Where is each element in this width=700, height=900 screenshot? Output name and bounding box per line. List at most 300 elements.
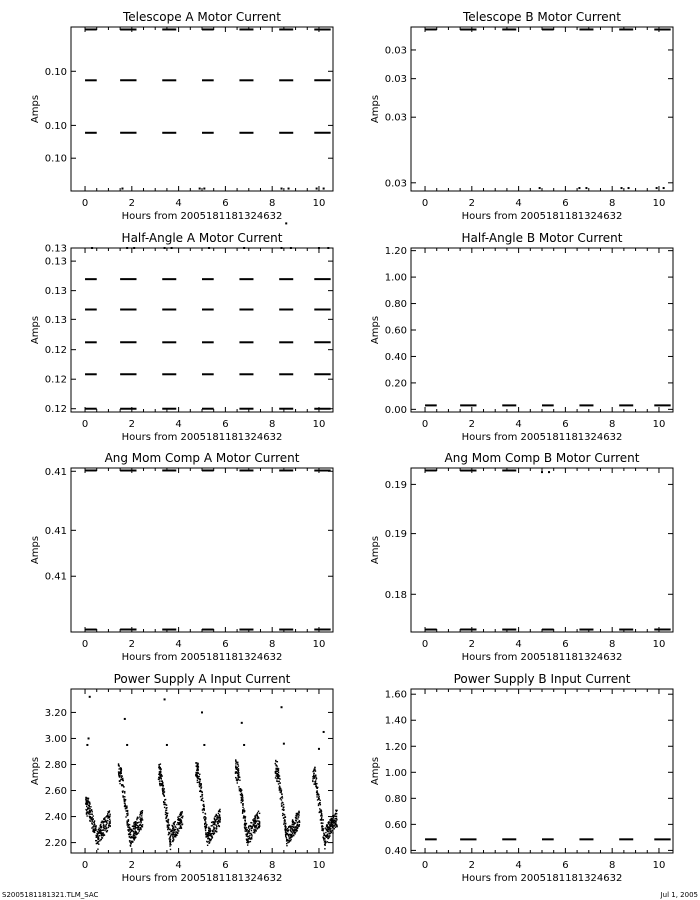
data-point	[203, 804, 204, 805]
data-point	[123, 798, 124, 799]
data-point	[204, 819, 205, 820]
data-point	[170, 849, 171, 850]
data-point	[218, 813, 219, 814]
data-point	[283, 817, 284, 818]
y-tick-label: 2.20	[44, 838, 67, 850]
data-point	[169, 837, 170, 838]
x-axis-label: Hours from 2005181181324632	[121, 873, 283, 884]
data-point	[313, 773, 314, 774]
x-tick-label: 4	[515, 198, 522, 209]
data-point	[210, 830, 211, 831]
data-point	[162, 791, 163, 792]
y-tick-label: 2.60	[44, 786, 67, 798]
data-point	[140, 829, 141, 830]
data-point	[238, 774, 239, 775]
data-point	[107, 817, 108, 818]
data-point	[164, 698, 166, 700]
data-point	[259, 825, 260, 826]
data-point	[539, 187, 541, 189]
data-point	[91, 819, 92, 820]
data-point	[216, 817, 217, 818]
data-point	[259, 813, 260, 814]
data-point	[238, 776, 239, 777]
data-point	[287, 831, 288, 832]
data-point	[257, 818, 258, 819]
data-point	[327, 831, 328, 832]
data-point	[241, 722, 243, 724]
data-point	[97, 834, 98, 835]
data-point	[104, 834, 105, 835]
data-point	[87, 807, 88, 808]
data-point	[181, 817, 182, 818]
y-axis-label: Amps	[370, 94, 381, 124]
x-tick-label: 2	[128, 419, 136, 430]
y-tick-label: 0.03	[384, 45, 407, 57]
data-point	[86, 815, 87, 816]
footer-filename: S2005181181321.TLM_SAC	[2, 891, 99, 899]
data-point	[141, 825, 142, 826]
data-point	[92, 823, 93, 824]
data-point	[124, 805, 125, 806]
data-point	[142, 812, 143, 813]
data-point	[124, 800, 125, 801]
data-point	[292, 833, 293, 834]
data-point	[321, 811, 322, 812]
data-point	[89, 821, 90, 822]
x-tick-label: 8	[608, 639, 616, 650]
data-point	[205, 821, 206, 822]
data-point	[88, 737, 90, 739]
data-point	[243, 817, 244, 818]
data-point	[135, 831, 136, 832]
data-point	[314, 767, 315, 768]
x-tick-label: 0	[421, 860, 429, 871]
data-point	[204, 824, 205, 825]
data-point	[283, 809, 284, 810]
data-point	[548, 471, 550, 473]
data-point	[135, 825, 136, 826]
data-point	[91, 827, 92, 828]
x-tick-label: 6	[562, 860, 569, 871]
plot-frame	[71, 248, 333, 412]
data-point	[200, 784, 201, 785]
data-point	[251, 837, 252, 838]
data-point	[199, 776, 200, 777]
data-point	[285, 831, 286, 832]
data-point	[299, 821, 300, 822]
data-point	[282, 815, 283, 816]
data-point	[119, 783, 120, 784]
data-point	[94, 820, 95, 821]
data-point	[285, 835, 286, 836]
data-point	[91, 809, 92, 810]
data-point	[181, 814, 182, 815]
data-point	[163, 802, 164, 803]
data-point	[279, 785, 280, 786]
data-point	[140, 812, 141, 813]
data-point	[167, 813, 168, 814]
x-tick-label: 8	[268, 198, 276, 209]
data-point	[137, 822, 138, 823]
footer-date: Jul 1, 2005	[660, 891, 698, 899]
data-point	[168, 834, 169, 835]
y-tick-label: 0.40	[384, 351, 407, 363]
data-point	[312, 778, 313, 779]
data-point	[177, 829, 178, 830]
data-point	[248, 830, 249, 831]
y-tick-label: 0.03	[384, 112, 407, 124]
data-point	[245, 820, 246, 821]
data-point	[129, 834, 130, 835]
data-point	[329, 833, 330, 834]
data-point	[160, 770, 161, 771]
y-tick-label: 1.00	[384, 767, 407, 779]
data-point	[101, 837, 102, 838]
data-point	[141, 815, 142, 816]
data-point	[256, 820, 257, 821]
data-point	[101, 830, 102, 831]
x-tick-label: 8	[268, 860, 276, 871]
y-tick-label: 1.20	[384, 741, 407, 753]
data-point	[158, 777, 159, 778]
x-tick-label: 2	[128, 639, 136, 650]
data-point	[319, 808, 320, 809]
data-point	[335, 810, 336, 811]
data-point	[217, 823, 218, 824]
data-point	[133, 247, 135, 249]
data-point	[93, 815, 94, 816]
data-point	[209, 835, 210, 836]
data-point	[251, 835, 252, 836]
data-point	[332, 832, 333, 833]
data-point	[295, 822, 296, 823]
data-point	[203, 817, 204, 818]
data-point	[279, 788, 280, 789]
data-point	[121, 188, 123, 190]
y-tick-label: 0.10	[44, 120, 67, 132]
data-point	[241, 794, 242, 795]
data-point	[122, 778, 123, 779]
data-point	[173, 823, 174, 824]
y-tick-label: 0.13	[44, 286, 67, 298]
data-point	[322, 836, 323, 837]
y-tick-label: 0.20	[384, 378, 407, 390]
data-point	[253, 832, 254, 833]
data-point	[168, 820, 169, 821]
data-point	[200, 791, 201, 792]
data-point	[133, 832, 134, 833]
data-cycle	[158, 698, 184, 850]
data-point	[333, 821, 334, 822]
data-point	[219, 819, 220, 820]
y-tick-label: 0.80	[384, 793, 407, 805]
data-point	[200, 779, 201, 780]
data-point	[297, 818, 298, 819]
data-point	[241, 790, 242, 791]
data-point	[336, 810, 337, 811]
data-point	[88, 801, 89, 802]
data-point	[334, 828, 335, 829]
data-point	[235, 772, 236, 773]
data-point	[330, 826, 331, 827]
data-point	[209, 831, 210, 832]
data-point	[196, 775, 197, 776]
data-point	[211, 825, 212, 826]
data-point	[108, 815, 109, 816]
data-point	[139, 829, 140, 830]
data-point	[291, 827, 292, 828]
data-point	[202, 812, 203, 813]
data-point	[275, 760, 276, 761]
data-point	[282, 797, 283, 798]
data-point	[245, 828, 246, 829]
data-point	[91, 247, 93, 249]
data-point	[325, 835, 326, 836]
x-axis-label: Hours from 2005181181324632	[461, 873, 623, 884]
data-point	[162, 788, 163, 789]
data-point	[99, 829, 100, 830]
y-axis-label: Amps	[30, 535, 41, 565]
y-axis-label: Amps	[30, 94, 41, 124]
x-tick-label: 0	[421, 198, 429, 209]
data-point	[327, 824, 328, 825]
data-point	[318, 796, 319, 797]
data-point	[135, 834, 136, 835]
x-tick-label: 0	[81, 198, 89, 209]
data-point	[320, 812, 321, 813]
data-point	[125, 808, 126, 809]
data-point	[197, 765, 198, 766]
chart-8	[370, 672, 673, 884]
data-point	[124, 718, 126, 720]
data-point	[207, 845, 208, 846]
data-point	[275, 763, 276, 764]
data-point	[255, 823, 256, 824]
data-point	[119, 775, 120, 776]
data-point	[294, 827, 295, 828]
data-point	[201, 800, 202, 801]
data-point	[131, 836, 132, 837]
data-point	[197, 780, 198, 781]
data-point	[322, 826, 323, 827]
x-tick-label: 8	[268, 639, 276, 650]
data-point	[292, 826, 293, 827]
data-point	[216, 819, 217, 820]
data-point	[98, 828, 99, 829]
data-point	[281, 247, 283, 249]
data-point	[335, 820, 336, 821]
data-point	[179, 823, 180, 824]
data-point	[170, 840, 171, 841]
data-point	[214, 833, 215, 834]
data-point	[124, 796, 125, 797]
x-tick-label: 10	[312, 639, 326, 650]
data-point	[275, 770, 276, 771]
data-point	[159, 784, 160, 785]
data-point	[249, 829, 250, 830]
data-point	[249, 825, 250, 826]
y-tick-label: 2.40	[44, 812, 67, 824]
data-point	[322, 819, 323, 820]
data-point	[159, 783, 160, 784]
data-point	[162, 786, 163, 787]
data-point	[124, 802, 125, 803]
data-point	[259, 822, 260, 823]
data-point	[331, 830, 332, 831]
data-point	[163, 795, 164, 796]
data-point	[201, 711, 203, 713]
data-point	[180, 827, 181, 828]
data-point	[93, 831, 94, 832]
x-axis-label: Hours from 2005181181324632	[461, 211, 623, 222]
data-point	[288, 188, 290, 190]
data-point	[104, 830, 105, 831]
y-axis-label: Amps	[370, 535, 381, 565]
data-point	[199, 188, 201, 190]
data-point	[139, 816, 140, 817]
data-point	[321, 822, 322, 823]
data-point	[326, 837, 327, 838]
data-point	[121, 769, 122, 770]
data-point	[142, 810, 143, 811]
data-point	[195, 774, 196, 775]
data-point	[251, 838, 252, 839]
data-point	[206, 834, 207, 835]
y-tick-label: 0.13	[44, 243, 67, 255]
data-point	[315, 770, 316, 771]
x-tick-label: 10	[312, 419, 326, 430]
data-point	[205, 836, 206, 837]
data-point	[292, 829, 293, 830]
data-point	[176, 831, 177, 832]
x-tick-label: 6	[562, 639, 569, 650]
data-point	[250, 841, 251, 842]
data-point	[163, 790, 164, 791]
data-point	[281, 799, 282, 800]
data-point	[275, 768, 276, 769]
data-point	[319, 800, 320, 801]
data-point	[97, 848, 98, 849]
data-point	[281, 805, 282, 806]
x-tick-label: 8	[608, 860, 616, 871]
data-point	[101, 822, 102, 823]
x-tick-label: 0	[81, 419, 89, 430]
chart-title: Telescope B Motor Current	[462, 10, 622, 24]
data-point	[296, 813, 297, 814]
data-point	[255, 814, 256, 815]
y-tick-label: 0.03	[384, 178, 407, 190]
data-point	[179, 820, 180, 821]
data-point	[335, 815, 336, 816]
data-point	[101, 835, 102, 836]
data-point	[238, 786, 239, 787]
data-point	[247, 842, 248, 843]
x-tick-label: 6	[222, 860, 229, 871]
data-point	[130, 834, 131, 835]
data-point	[251, 834, 252, 835]
data-point	[241, 799, 242, 800]
y-tick-label: 0.41	[44, 466, 67, 478]
data-point	[248, 826, 249, 827]
data-point	[292, 819, 293, 820]
data-point	[86, 744, 88, 746]
data-point	[247, 844, 248, 845]
data-point	[238, 768, 239, 769]
x-tick-label: 0	[421, 419, 429, 430]
data-point	[294, 833, 295, 834]
data-point	[167, 829, 168, 830]
x-tick-label: 10	[312, 198, 326, 209]
data-point	[91, 821, 92, 822]
data-point	[172, 826, 173, 827]
data-point	[94, 823, 95, 824]
data-point	[219, 811, 220, 812]
data-point	[296, 820, 297, 821]
data-point	[108, 827, 109, 828]
data-point	[99, 835, 100, 836]
y-tick-label: 0.00	[384, 404, 407, 416]
data-point	[293, 835, 294, 836]
data-point	[95, 836, 96, 837]
data-point	[160, 774, 161, 775]
data-point	[137, 817, 138, 818]
chart-title: Power Supply A Input Current	[113, 672, 291, 686]
data-point	[244, 827, 245, 828]
data-point	[298, 816, 299, 817]
data-point	[312, 780, 313, 781]
data-point	[663, 187, 665, 189]
data-point	[246, 835, 247, 836]
data-point	[197, 782, 198, 783]
data-point	[166, 816, 167, 817]
data-point	[86, 806, 87, 807]
data-point	[281, 188, 283, 190]
data-point	[214, 818, 215, 819]
data-point	[125, 810, 126, 811]
data-point	[333, 816, 334, 817]
data-point	[251, 822, 252, 823]
data-point	[258, 821, 259, 822]
data-point	[178, 816, 179, 817]
data-point	[318, 748, 320, 750]
data-point	[171, 247, 173, 249]
data-point	[325, 827, 326, 828]
y-tick-label: 3.00	[44, 733, 67, 745]
data-point	[318, 798, 319, 799]
data-point	[159, 766, 160, 767]
data-point	[219, 817, 220, 818]
data-point	[182, 811, 183, 812]
data-point	[284, 822, 285, 823]
data-point	[238, 779, 239, 780]
x-tick-label: 2	[468, 639, 476, 650]
y-tick-label: 1.60	[384, 689, 407, 701]
data-point	[207, 834, 208, 835]
data-point	[238, 765, 239, 766]
data-point	[329, 835, 330, 836]
data-point	[281, 803, 282, 804]
data-point	[88, 805, 89, 806]
x-tick-label: 6	[222, 419, 229, 430]
data-point	[207, 841, 208, 842]
data-point	[293, 822, 294, 823]
data-point	[203, 806, 204, 807]
data-point	[246, 823, 247, 824]
data-point	[108, 825, 109, 826]
x-tick-label: 6	[562, 198, 569, 209]
x-tick-label: 2	[468, 860, 476, 871]
data-point	[120, 779, 121, 780]
